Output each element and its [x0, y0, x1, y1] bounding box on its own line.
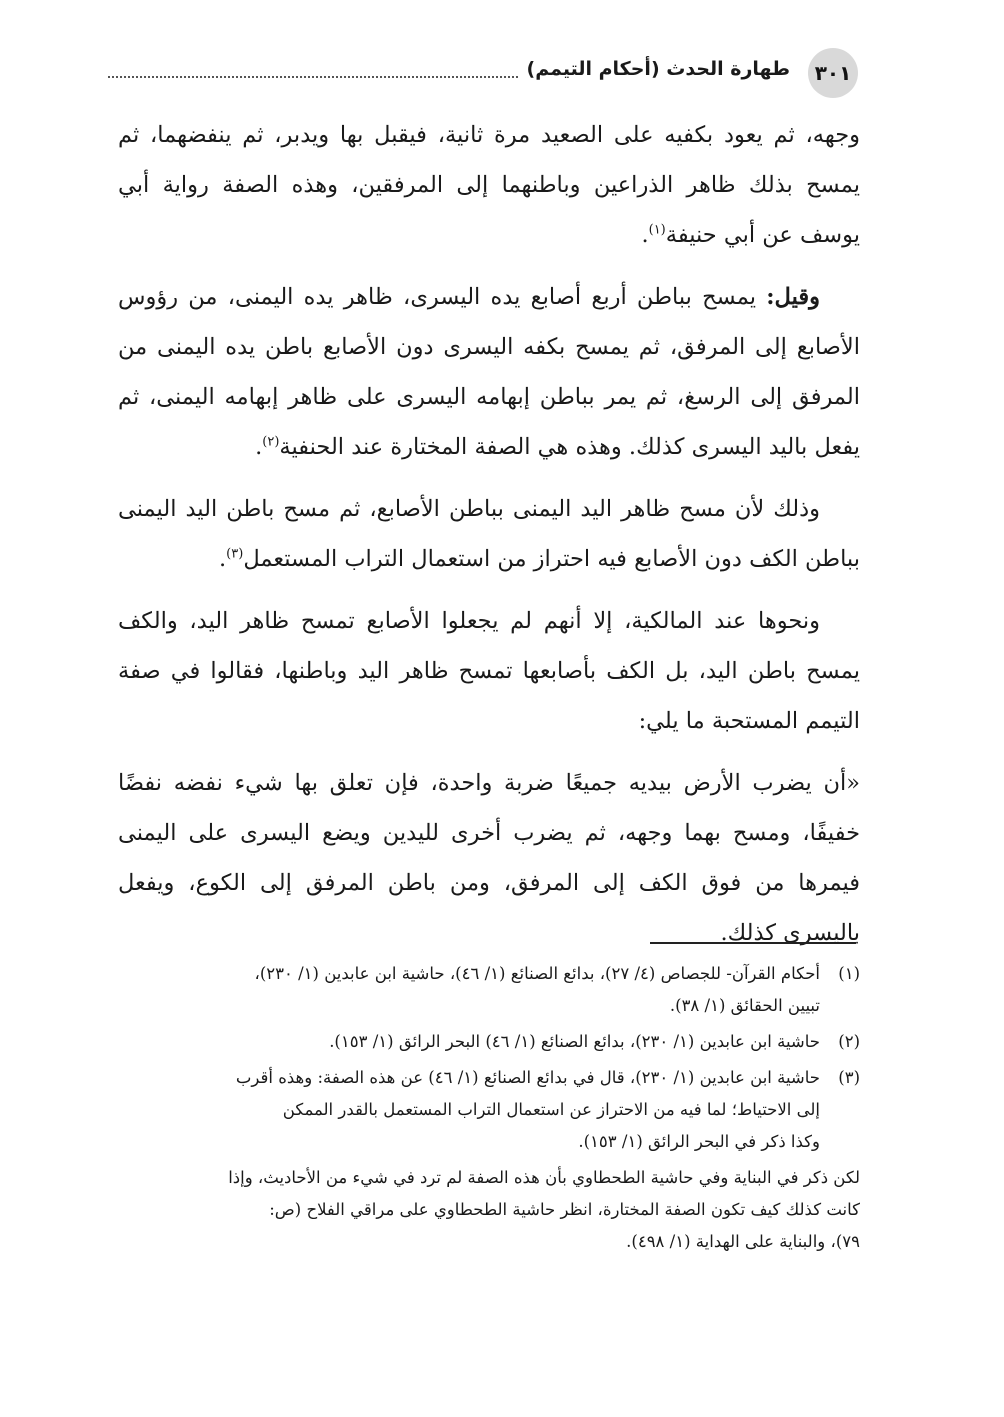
- paragraph-text: يمسح بباطن أربع أصابع يده اليسرى، ظاهر يده اليمنى، من رؤوس الأصابع إلى المرفق، ثم يمسح بكفه اليسرى دون الأصابع باطن يده اليمنى من المرفق إلى الرسغ، ثم يمر بباطن إبهامه اليسرى على ظاهر إبهامه اليمنى، ثم يفعل باليد اليسرى كذلك. وهذه هي الصفة المختارة عند الحنفية: [118, 284, 860, 460]
- header-dotted-rule: [108, 76, 518, 78]
- paragraph: [118, 110, 860, 260]
- footnote-item: [118, 1026, 860, 1058]
- paragraph-end: .: [255, 434, 263, 460]
- paragraph-text: «أن يضرب الأرض بيديه جميعًا ضربة واحدة، فإن تعلق بها شيء نفضه نفضًا خفيفًا، ومسح بهما وجهه، ثم يضرب أخرى لليدين ويضع اليسرى على اليمنى فيمرها من فوق الكف إلى المرفق، ومن باطن المرفق إلى الكوع، ويفعل باليسرى كذلك.: [118, 770, 860, 946]
- footnote-item: [118, 1062, 860, 1158]
- footnote-continuation: [118, 1162, 860, 1258]
- paragraph: [118, 596, 860, 746]
- main-text: [118, 110, 860, 970]
- footnote-line: حاشية ابن عابدين (١/ ٢٣٠)، بدائع الصنائع (١/ ٤٦) البحر الرائق (١/ ١٥٣).: [329, 1032, 820, 1051]
- footnote-line: كانت كذلك كيف تكون الصفة المختارة، انظر حاشية الطحطاوي على مراقي الفلاح (ص:: [269, 1200, 860, 1219]
- footnote-ref[interactable]: (١): [648, 222, 666, 238]
- footnote-text: [118, 958, 820, 1022]
- footnote-item: [118, 958, 860, 1022]
- quoted-paragraph: [118, 758, 860, 958]
- paragraph: [118, 272, 860, 472]
- footnote-number: (١): [838, 964, 860, 983]
- running-header: [108, 48, 858, 98]
- paragraph: [118, 484, 860, 584]
- footnote-line: ٧٩)، والبناية على الهداية (١/ ٤٩٨).: [626, 1232, 860, 1251]
- chapter-title: طهارة الحدث (أحكام التيمم): [526, 58, 790, 80]
- bold-term: وقيل:: [766, 284, 820, 310]
- footnote-text: [118, 1062, 820, 1158]
- paragraph-text: وذلك لأن مسح ظاهر اليد اليمنى بباطن الأصابع، ثم مسح باطن اليد اليمنى بباطن الكف دون الأصابع فيه احتراز من استعمال التراب المستعمل: [118, 496, 860, 572]
- footnote-line: لكن ذكر في البناية وفي حاشية الطحطاوي بأن هذه الصفة لم ترد في شيء من الأحاديث، وإذا: [228, 1168, 860, 1187]
- paragraph-text: ونحوها عند المالكية، إلا أنهم لم يجعلوا الأصابع تمسح ظاهر اليد، والكف يمسح باطن اليد، بل الكف بأصابعها تمسح ظاهر اليد وباطنها، فقالوا في صفة التيمم المستحبة ما يلي:: [118, 608, 860, 734]
- footnote-separator: [650, 942, 856, 944]
- footnote-line: وكذا ذكر في البحر الرائق (١/ ١٥٣).: [578, 1132, 820, 1151]
- footnote-number: (٣): [838, 1068, 860, 1087]
- footnote-number: (٢): [838, 1032, 860, 1051]
- footnote-line: تبيين الحقائق (١/ ٣٨).: [669, 996, 820, 1015]
- footnote-line: إلى الاحتياط؛ لما فيه من الاحتراز عن استعمال التراب المستعمل بالقدر الممكن: [282, 1100, 820, 1119]
- paragraph-end: .: [641, 222, 649, 248]
- paragraph-text: وجهه، ثم يعود بكفيه على الصعيد مرة ثانية، فيقبل بها ويدبر، ثم ينفضهما، ثم يمسح بذلك ظاهر الذراعين وباطنهما إلى المرفقين، وهذه الصفة رواية أبي يوسف عن أبي حنيفة: [118, 122, 860, 248]
- paragraph-end: .: [219, 546, 227, 572]
- footnote-ref[interactable]: (٣): [226, 546, 244, 562]
- page-number: ٣٠١: [808, 48, 858, 98]
- footnotes-section: [118, 958, 860, 1258]
- footnote-text: [118, 1026, 820, 1058]
- footnote-line: أحكام القرآن- للجصاص (٤/ ٢٧)، بدائع الصنائع (١/ ٤٦)، حاشية ابن عابدين (١/ ٢٣٠)،: [254, 964, 820, 983]
- footnote-ref[interactable]: (٢): [262, 434, 280, 450]
- footnote-line: حاشية ابن عابدين (١/ ٢٣٠)، قال في بدائع الصنائع (١/ ٤٦) عن هذه الصفة: وهذه أقرب: [235, 1068, 820, 1087]
